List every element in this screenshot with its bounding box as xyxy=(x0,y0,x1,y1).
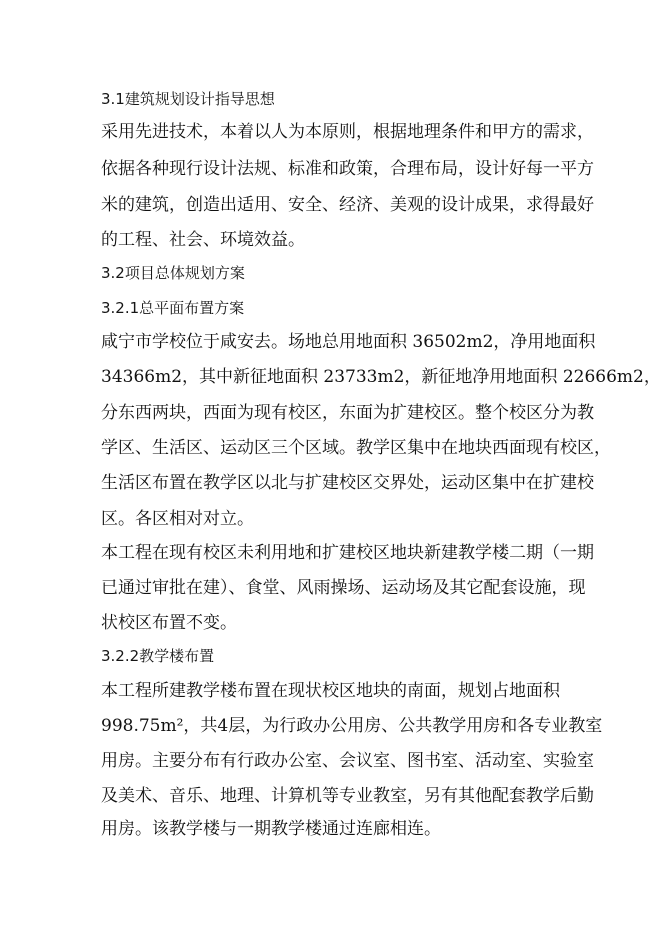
paragraph-line: 采用先进技术，本着以人为本原则，根据地理条件和甲方的需求， xyxy=(101,122,594,142)
paragraph-line: 区。各区相对对立。 xyxy=(101,509,254,529)
section-heading-3-1: 3.1建筑规划设计指导思想 xyxy=(101,90,275,108)
paragraph-line: 用房。该教学楼与一期教学楼通过连廊相连。 xyxy=(101,819,441,839)
paragraph-line: 学区、生活区、运动区三个区域。教学区集中在地块西面现有校区， xyxy=(101,438,611,458)
paragraph-line: 咸宁市学校位于咸安去。场地总用地面积 36502m2，净用地面积 xyxy=(101,332,596,352)
paragraph-line: 本工程在现有校区未利用地和扩建校区地块新建教学楼二期（一期 xyxy=(101,543,594,563)
paragraph-line: 用房。主要分布有行政办公室、会议室、图书室、活动室、实验室 xyxy=(101,751,594,771)
section-heading-3-2-2: 3.2.2教学楼布置 xyxy=(101,647,215,665)
paragraph-line: 34366m2，其中新征地面积 23733m2，新征地净用地面积 22666m2， xyxy=(101,367,661,387)
section-heading-3-2: 3.2项目总体规划方案 xyxy=(101,264,245,282)
section-heading-3-2-1: 3.2.1总平面布置方案 xyxy=(101,299,245,317)
paragraph-line: 的工程、社会、环境效益。 xyxy=(101,230,305,250)
paragraph-line: 已通过审批在建）、食堂、风雨操场、运动场及其它配套设施，现 xyxy=(101,578,586,598)
paragraph-line: 分东西两块，西面为现有校区，东面为扩建校区。整个校区分为教 xyxy=(101,403,594,423)
paragraph-line: 及美术、音乐、地理、计算机等专业教室，另有其他配套教学后勤 xyxy=(101,786,594,806)
paragraph-line: 生活区布置在教学区以北与扩建校区交界处，运动区集中在扩建校 xyxy=(101,473,594,493)
paragraph-line: 998.75m²，共4层，为行政办公用房、公共教学用房和各专业教室 xyxy=(101,716,603,736)
paragraph-line: 米的建筑，创造出适用、安全、经济、美观的设计成果，求得最好 xyxy=(101,195,594,215)
paragraph-line: 状校区布置不变。 xyxy=(101,613,237,633)
paragraph-line: 依据各种现行设计法规、标准和政策，合理布局，设计好每一平方 xyxy=(101,159,594,179)
paragraph-line: 本工程所建教学楼布置在现状校区地块的南面，规划占地面积 xyxy=(101,681,560,701)
